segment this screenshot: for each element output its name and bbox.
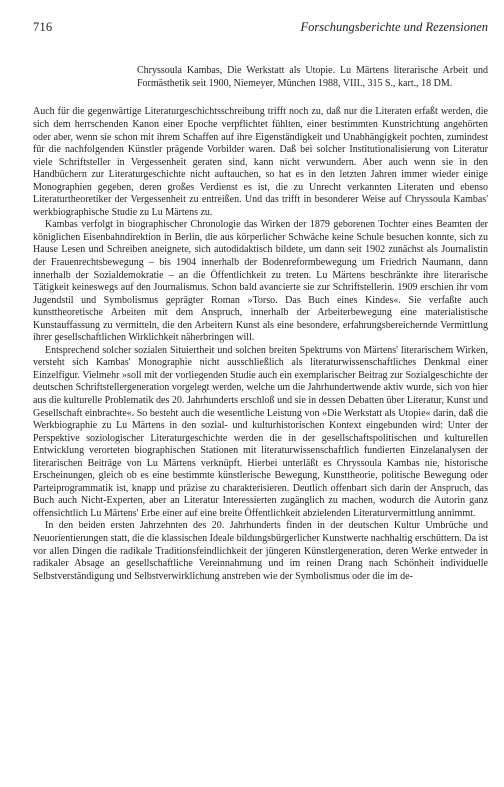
page-number: 716 bbox=[33, 20, 53, 34]
book-citation: Chryssoula Kambas, Die Werkstatt als Utopie. Lu Märtens literarische Arbeit und Formästhetik seit 1900, Niemeyer, München 1988, VIII., 315 S., kart., 18 DM. bbox=[137, 65, 488, 90]
paragraph: In den beiden ersten Jahrzehnten des 20. Jahrhunderts finden in der deutschen Kultur Umbrüche und Neuorientierungen statt, die die klassischen Ideale bildungsbürgerlicher Kunstwerte nachhaltig erschüttern. Da ist vor allen Dingen die radikale Traditionsfeindlichkeit der jüngeren Künstlergeneration, deren Werke entweder in radikaler Absage an gesellschaftliche Vereinnahmung und im reinen Drang nach Schönheit individuelle Selbstverständigung und Selbstverwirklichung anstreben wie der Symbolismus oder die im de- bbox=[33, 520, 488, 582]
page-header bbox=[33, 20, 488, 38]
paragraph: Auch für die gegenwärtige Literaturgeschichtsschreibung trifft noch zu, daß nur die Literaten erfaßt werden, die sich dem herrschenden Kanon einer Epoche verpflichtet fühlten, einer bestimmten Kunstrichtung angehörten oder aber, wenn sie schon mit ihrem Schaffen auf ihre Eigenständigkeit und Unabhängigkeit pochten, zumindest für die nachfolgenden Künstler prägende Vorbilder waren. Daß bei solcher Institutionalisierung von Literatur viele Schriftsteller in Vergessenheit geraten sind, kann nicht verwundern. Aber auch wenn sie in den Handbüchern zur Literaturgeschichte nicht auftauchen, so hat es in den letzten Jahren immer wieder einige Monographien gegeben, deren großes Verdienst es ist, die zu Unrecht verkannten Literaten und ebenso Literaturtheoretiker der Vergessenheit zu entreißen. Und das trifft in besonderer Weise auf Chryssoula Kambas' werkbiographische Studie zu Lu Märtens zu. bbox=[33, 106, 488, 218]
running-head: Forschungsberichte und Rezensionen bbox=[300, 20, 488, 34]
review-body bbox=[33, 106, 488, 583]
paragraph: Kambas verfolgt in biographischer Chronologie das Wirken der 1879 geborenen Tochter eines Beamten der königlichen Eisenbahndirektion in Berlin, die aus körperlicher Schwäche keine Schule besuchen konnte, sich zu Hause Lesen und Schreiben aneignete, sich autodidaktisch bildete, um dann seit 1902 zunächst als Journalistin der Frauenrechtsbewegung – bis 1904 innerhalb der Bodenreformbewegung um Friedrich Naumann, dann innerhalb der Sozialdemokratie – an die Öffentlichkeit zu treten. Lu Märtens beschränkte ihre literarische Tätigkeit keineswegs auf den Journalismus. Schon bald avancierte sie zur Schriftstellerin. 1909 erschien ihr vom Jugendstil und Symbolismus geprägter Roman »Torso. Das Buch eines Kindes«. Sie verfaßte auch kunsttheoretische Arbeiten mit dem Anspruch, innerhalb der Arbeiterbewegung eine materialistische Kunstauffassung zu vermitteln, die den Arbeitern Kunst als eine besondere, erfahrungsbereichernde Vermittlung ihrer gesellschaftlichen Wirklichkeit näherbringen will. bbox=[33, 219, 488, 344]
paragraph: Entsprechend solcher sozialen Situiertheit und solchen breiten Spektrums von Märtens' literarischem Wirken, versteht sich Kambas' Monographie nicht ausschließlich als literaturwissenschaftliches Denkmal einer Einzelfigur. Vielmehr »soll mit der vorliegenden Studie auch ein exemplarischer Beitrag zur Sozialgeschichte der deutschen Schriftstellergeneration vorgelegt werden, welche um die Jahrhundertwende aktiv wurde, sich von hier aus die kulturelle Problematik des 20. Jahrhunderts erschloß und sie in dessen Debatten über Literatur, Kunst und Gesellschaft einbrachte«. So besteht auch die wesentliche Leistung von »Die Werkstatt als Utopie« darin, daß die Werkbiographie zu Lu Märtens in den sozial- und kulturhistorischen Kontext eingebunden wird: Unter der Perspektive soziologischer Literaturgeschichte werden die in der gesellschaftspolitischen und kulturellen Entwicklung verorteten biographischen Stationen mit literaturwissenschaftlich fundierten Einzelanalysen der literarischen Beiträge von Lu Märtens verknüpft. Hierbei unterläßt es Chryssoula Kambas nie, historische Erscheinungen, gleich ob es eine bestimmte künstlerische Bewegung, Kunsttheorie, politische Bewegung oder Parteiprogrammatik ist, knapp und präzise zu charakterisieren. Deutlich offenbart sich darin der Anspruch, das Buch auch Nicht-Experten, aber an Literatur Interessierten zugänglich zu machen, wodurch die Autorin ganz offensichtlich Lu Märtens' Erbe einer auf eine breite Öffentlichkeit abzielenden Literaturvermittlung annimmt. bbox=[33, 344, 488, 519]
